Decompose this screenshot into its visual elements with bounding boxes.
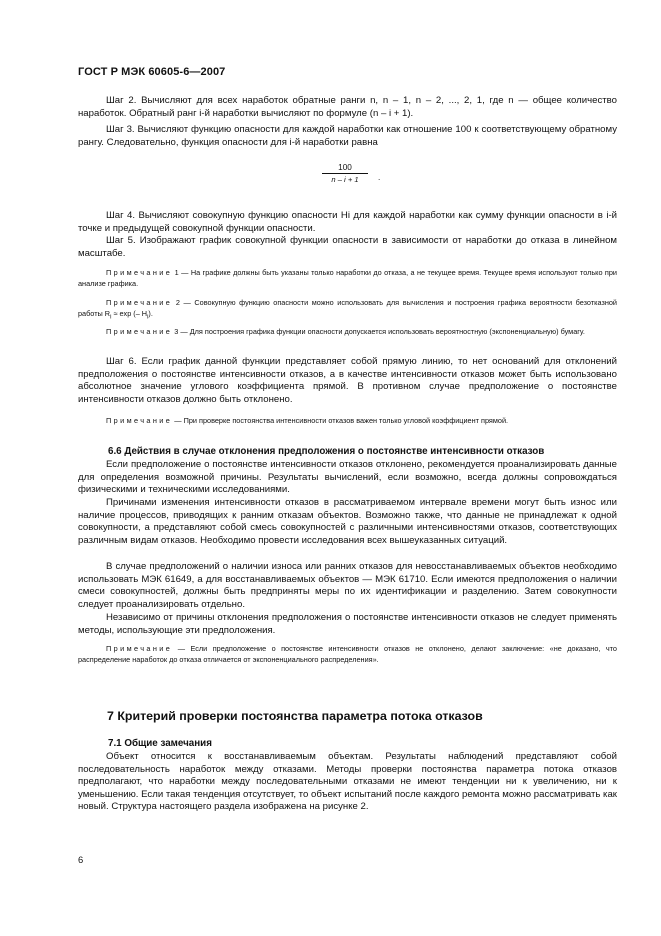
note-text: — Для построения графика функции опасности допускается использовать вероятностную (экспоненциальную) бумагу. bbox=[180, 327, 585, 336]
formula-numerator: 100 bbox=[338, 163, 352, 172]
note-text-end: ). bbox=[148, 309, 153, 319]
note-text: — На графике должны быть указаны только наработки до отказа, а не текущее время. Текущее время используют только при анализе графика. bbox=[78, 268, 617, 289]
step-2-paragraph: Шаг 2. Вычисляют для всех наработок обратные ранги n, n – 1, n – 2, ..., 2, 1, где n — общее количество наработок. Обратный ранг i-й наработки вычисляют по формуле (n – i + 1). bbox=[78, 95, 617, 119]
note-2 bbox=[78, 297, 617, 324]
note-4 bbox=[78, 415, 617, 426]
note-number: 3 bbox=[174, 327, 179, 336]
section-7-1-paragraph: Объект относится к восстанавливаемым объектам. Результаты наблюдений представляют собой последовательность наработок между отказами. Методы проверки постоянства параметра потока отказов предполагают, что наработки между последовательными отказами не имеют тенденции ни к увеличению, ни к уменьшению. Если такая тенденция отсутствует, то объект испытаний после каждого ремонта можно рассматривать как новый. Структура настоящего раздела изображена на рисунке 2. bbox=[78, 751, 617, 813]
note-text-cont: ≈ exp (– H bbox=[113, 309, 148, 319]
section-6-6-heading: 6.6 Действия в случае отклонения предположения о постоянстве интенсивности отказов bbox=[108, 446, 545, 457]
note-number: 2 bbox=[175, 298, 180, 307]
step-5-paragraph: Шаг 5. Изображают график совокупной функции опасности в зависимости от наработки до отказа в линейном масштабе. bbox=[78, 235, 617, 259]
formula-trailing-dot: . bbox=[378, 173, 381, 182]
formula-denominator: n – i + 1 bbox=[331, 175, 359, 184]
section-7-1-heading: 7.1 Общие замечания bbox=[108, 738, 212, 749]
subscript-i: i bbox=[147, 314, 149, 321]
hazard-formula bbox=[320, 163, 381, 184]
note-1 bbox=[78, 267, 617, 290]
note-label: Примечание bbox=[106, 298, 173, 307]
note-number: 1 bbox=[174, 268, 179, 277]
note-text: — При проверке постоянства интенсивности отказов важен только угловой коэффициент прямой. bbox=[174, 416, 509, 425]
document-header: ГОСТ Р МЭК 60605-6—2007 bbox=[78, 66, 226, 78]
note-label: Примечание bbox=[106, 644, 173, 653]
note-label: Примечание bbox=[106, 327, 173, 336]
page-number: 6 bbox=[78, 854, 84, 865]
section-6-6-paragraph-1: Если предположение о постоянстве интенсивности отказов отклонено, рекомендуется проанализировать данные для определения возможной причины. Результаты вычислений, если возможно, всегда должны сопровождаться физическими и техническими исследованиями. bbox=[78, 459, 617, 496]
section-6-6-paragraph-4: Независимо от причины отклонения предположения о постоянстве интенсивности отказов не следует применять методы, использующие эти предположения. bbox=[78, 612, 617, 636]
note-label: Примечание bbox=[106, 268, 173, 277]
note-label: Примечание bbox=[106, 416, 173, 425]
note-3 bbox=[78, 326, 617, 337]
section-7-heading: 7 Критерий проверки постоянства параметра потока отказов bbox=[107, 709, 483, 723]
note-5 bbox=[78, 643, 617, 666]
note-text: — Совокупную функцию опасности можно использовать для вычисления и построения графика вероятности безотказной работы R bbox=[78, 298, 617, 319]
step-3-paragraph: Шаг 3. Вычисляют функцию опасности для каждой наработки как отношение 100 к соответствующему обратному рангу. Следовательно, функция опасности для i-й наработки равна bbox=[78, 124, 617, 148]
section-6-6-paragraph-2: Причинами изменения интенсивности отказов в рассматриваемом интервале времени могут быть износ или наличие процессов, приводящих к ранним отказам объектов. Возможно также, что данные не принадлежат к одной совокупности, а представляют собой смесь совокупностей с различными интенсивностями отказов, соответствующих различным видам отказов. Необходимо провести исследования всех вышеуказанных ситуаций. bbox=[78, 497, 617, 546]
note-text: — Если предположение о постоянстве интенсивности отказов не отклонено, делают заключение: «не доказано, что распределение наработок до отказа отличается от экспоненциального распределения». bbox=[78, 644, 617, 665]
subscript-i: i bbox=[110, 314, 112, 321]
step-4-paragraph: Шаг 4. Вычисляют совокупную функцию опасности Hi для каждой наработки как сумму функции опасности в i-й точке и предыдущей совокупной функции опасности. bbox=[78, 210, 617, 234]
step-6-paragraph: Шаг 6. Если график данной функции представляет собой прямую линию, то нет оснований для отклонений предположения о постоянстве интенсивности отказов, а в качестве интенсивности отказов может быть использовано абсолютное значение углового коэффициента прямой. В противном случае предположение о постоянстве интенсивности отказов должно быть отклонено. bbox=[78, 356, 617, 405]
section-6-6-paragraph-3: В случае предположений о наличии износа или ранних отказов для невосстанавливаемых объектов необходимо использовать МЭК 61649, а для восстанавливаемых объектов — МЭК 61710. Если имеются предположения о наличии смеси совокупностей, должны быть предприняты меры по их идентификации и разделению. Затем совокупности следует проанализировать отдельно. bbox=[78, 561, 617, 610]
